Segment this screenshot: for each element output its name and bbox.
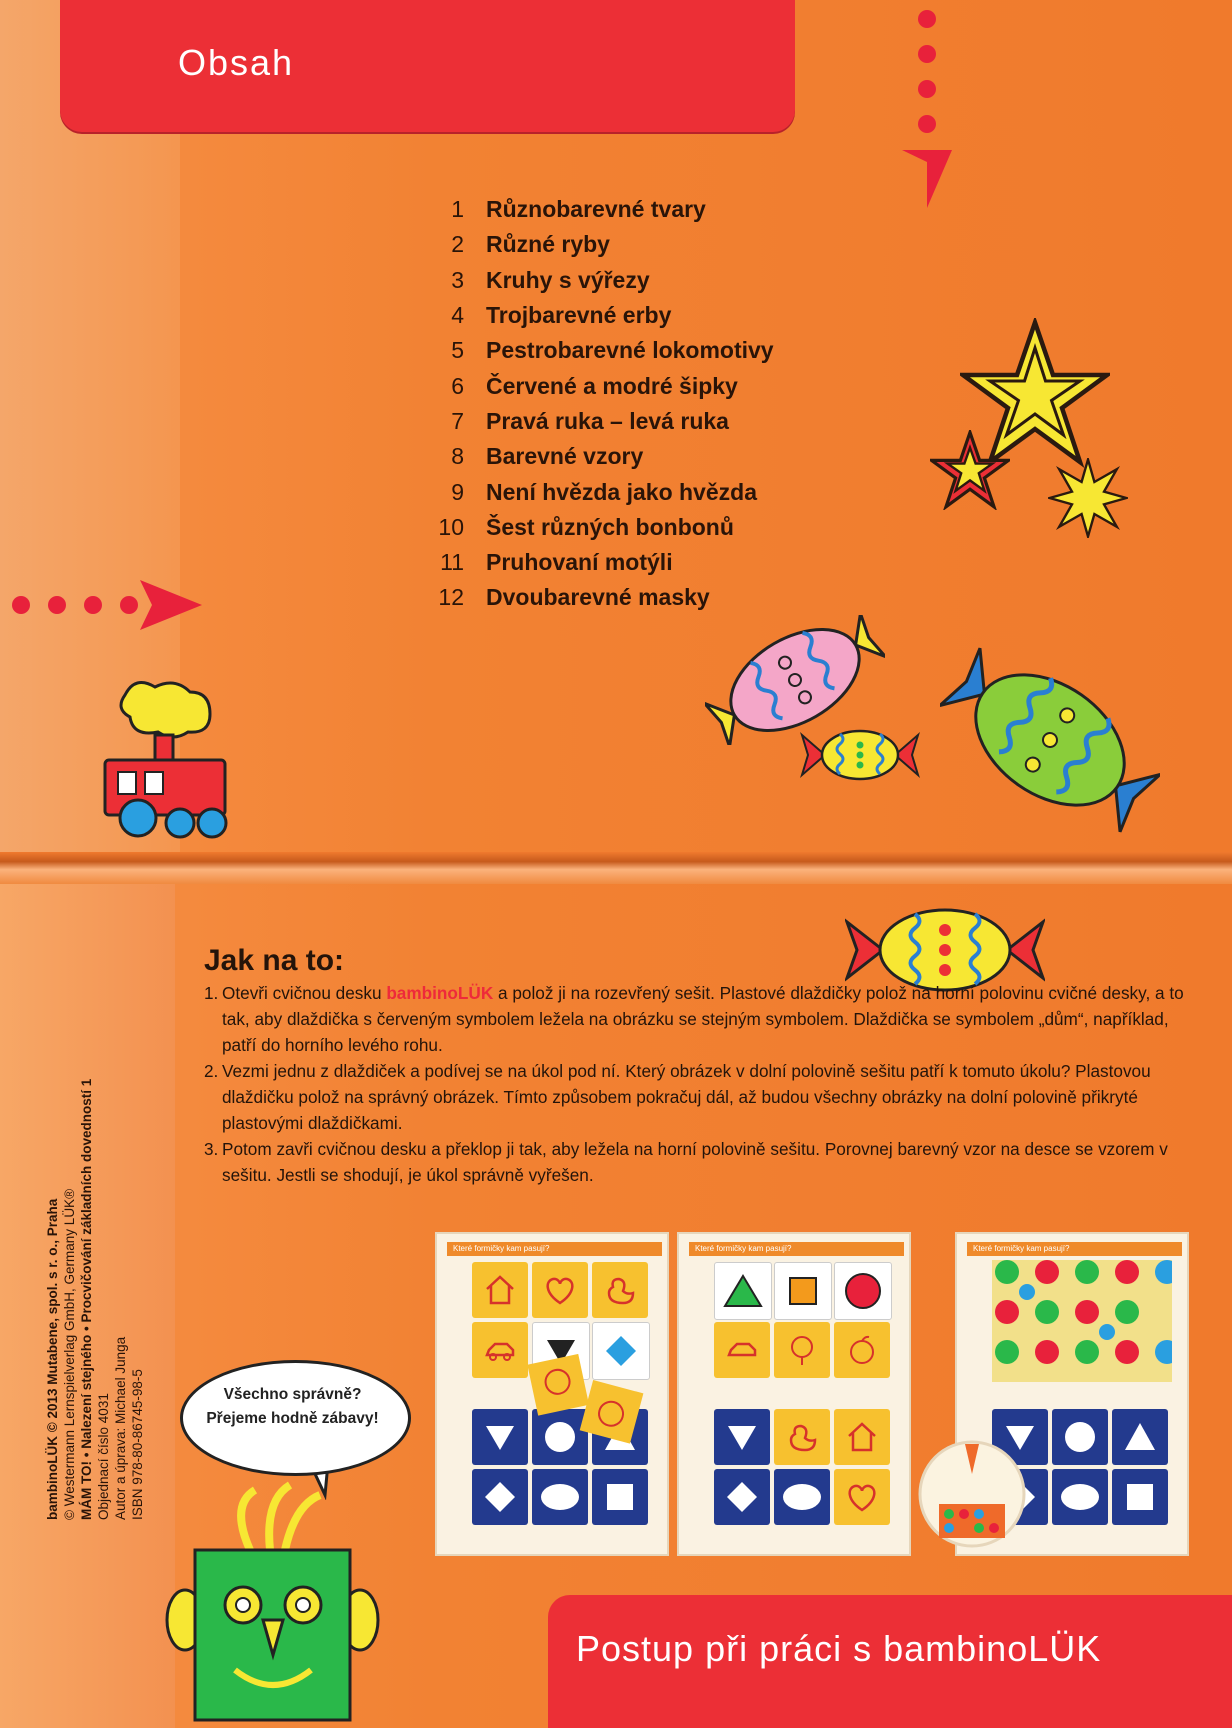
bubble-line-1: Všechno správně? — [223, 1386, 362, 1403]
step-number: 3. — [204, 1139, 219, 1159]
apple-icon — [845, 1333, 879, 1367]
publisher-credits — [44, 1000, 146, 1520]
small-candy-icon — [800, 720, 920, 790]
red-circle-icon — [844, 1272, 882, 1310]
bubble-line-2: Přejeme hodně zábavy! — [206, 1410, 379, 1427]
toc-title: Kruhy s výřezy — [486, 266, 650, 293]
circle-tile — [834, 1262, 892, 1320]
ellipse-icon — [782, 1480, 822, 1514]
contents-title: Obsah — [178, 42, 295, 83]
dotted-pattern-board — [992, 1260, 1172, 1382]
diamond-icon — [483, 1480, 517, 1514]
car-tile — [714, 1322, 770, 1378]
howto-step — [204, 980, 1189, 1058]
step-text-before: Otevři cvičnou desku — [222, 983, 387, 1003]
toc-title: Pruhovaní motýli — [486, 549, 673, 576]
square-icon — [603, 1480, 637, 1514]
footer-title: Postup při práci s bambinoLÜK — [576, 1628, 1102, 1669]
loose-tiles — [527, 1354, 647, 1444]
shape-cell — [1112, 1469, 1168, 1525]
step-number: 1. — [204, 983, 219, 1003]
brand-name: bambinoLÜK — [386, 983, 494, 1003]
house-tile — [834, 1409, 890, 1465]
toc-title: Pestrobarevné lokomotivy — [486, 337, 774, 364]
toc-title: Není hvězda jako hvězda — [486, 478, 757, 505]
panel-heading: Které formičky kam pasují? — [447, 1242, 662, 1256]
house-icon — [845, 1420, 879, 1454]
toc-number: 8 — [451, 443, 464, 470]
ellipse-icon — [1060, 1480, 1100, 1514]
heart-icon — [543, 1273, 577, 1307]
toc-item — [420, 580, 774, 615]
speech-bubble-text — [180, 1383, 405, 1431]
robot-character-icon — [165, 1480, 380, 1725]
car-icon — [725, 1333, 759, 1367]
shape-cell — [1052, 1409, 1108, 1465]
page-fold — [0, 852, 1232, 884]
shape-cell — [1112, 1409, 1168, 1465]
step-text-after: a polož ji na rozevřený sešit. Plastové dlaždičky polož na horní polovinu cvičné desky, a to tak, aby dlaždička s červeným symbolem ležela na obrázku se stejným symbolem. Dlaždička se symbolem „dům“, například, patří do horního levého rohu. — [222, 983, 1184, 1055]
example-panel-2 — [677, 1232, 911, 1556]
toc-number: 2 — [451, 231, 464, 258]
toc-title: Trojbarevné erby — [486, 302, 672, 329]
howto-step — [204, 1058, 1189, 1136]
credit-line: ISBN 978-80-86745-98-5 — [130, 1369, 145, 1520]
heart-tile — [834, 1469, 890, 1525]
step-text: Vezmi jednu z dlaždiček a podívej se na úkol pod ní. Který obrázek v dolní polovině sešitu patří k tomuto úkolu? Plastovou dlaždičku polož na správný obrázek. Tímto způsobem pokračuj dál, až budou všechny obrázky na dolní polovině přikryté plastovými dlaždičkami. — [222, 1061, 1151, 1133]
toc-title: Různé ryby — [486, 231, 610, 258]
car-icon — [483, 1333, 517, 1367]
house-icon — [483, 1273, 517, 1307]
toc-item — [420, 510, 774, 545]
panel-heading: Které formičky kam pasují? — [967, 1242, 1182, 1256]
panel-heading: Které formičky kam pasují? — [689, 1242, 904, 1256]
toc-title: Šest různých bonbonů — [486, 513, 734, 540]
shape-cell — [1052, 1469, 1108, 1525]
credit-line: bambinoLÜK © 2013 Mutabene, spol. s r. o., Praha — [45, 1198, 60, 1520]
credit-line: Objednací číslo 4031 — [96, 1393, 111, 1520]
toc-number: 1 — [451, 196, 464, 223]
toc-number: 3 — [451, 266, 464, 293]
step-text: Potom zavři cvičnou desku a překlop ji tak, aby ležela na horní polovině sešitu. Porovnej barevný vzor na desce se vzorem v sešitu. Jestli se shodují, je úkol správně vyřešen. — [222, 1139, 1168, 1185]
magnifier-circle — [917, 1434, 1027, 1554]
duck-tile — [774, 1409, 830, 1465]
toc-number: 4 — [451, 302, 464, 329]
ellipse-icon — [540, 1480, 580, 1514]
triangle-tile — [714, 1262, 772, 1320]
shape-cell — [532, 1469, 588, 1525]
toc-item — [420, 263, 774, 298]
diamond-icon — [725, 1480, 759, 1514]
house-tile — [472, 1262, 528, 1318]
apple-tile — [834, 1322, 890, 1378]
shape-cell — [592, 1469, 648, 1525]
burst-star-icon — [1048, 458, 1128, 538]
toc-item — [420, 333, 774, 368]
heart-icon — [845, 1480, 879, 1514]
circle-icon — [1063, 1420, 1097, 1454]
duck-icon — [785, 1420, 819, 1454]
large-green-candy-icon — [940, 645, 1160, 835]
small-red-star-icon — [930, 430, 1010, 510]
toc-item — [420, 474, 774, 509]
contents-header — [60, 0, 795, 132]
toc-number: 5 — [451, 337, 464, 364]
credit-line: Autor a úprava: Michael Junga — [113, 1336, 128, 1520]
credit-line: MÁM TO! • Nalezení stejného • Procvičování základních dovedností 1 — [79, 1078, 94, 1520]
example-panel-1 — [435, 1232, 669, 1556]
down-triangle-icon — [483, 1420, 517, 1454]
howto-steps — [204, 980, 1189, 1188]
toc-item — [420, 227, 774, 262]
duck-icon — [603, 1273, 637, 1307]
toc-item — [420, 192, 774, 227]
toc-number: 6 — [451, 372, 464, 399]
toc-title: Dvoubarevné masky — [486, 584, 710, 611]
green-triangle-icon — [723, 1273, 763, 1309]
shape-cell — [472, 1469, 528, 1525]
table-of-contents — [420, 192, 774, 616]
toc-title: Pravá ruka – levá ruka — [486, 407, 729, 434]
flower-tile — [774, 1322, 830, 1378]
toc-title: Barevné vzory — [486, 443, 644, 470]
shape-cell — [472, 1409, 528, 1465]
toc-number: 9 — [451, 478, 464, 505]
toc-number: 7 — [451, 407, 464, 434]
shape-cell — [774, 1469, 830, 1525]
shape-cell — [714, 1409, 770, 1465]
square-tile — [774, 1262, 832, 1320]
down-triangle-icon — [725, 1420, 759, 1454]
toc-title: Červené a modré šipky — [486, 372, 738, 399]
toc-number: 12 — [438, 584, 464, 611]
howto-title: Jak na to: — [204, 944, 345, 977]
flower-icon — [785, 1333, 819, 1367]
train-icon — [100, 675, 235, 840]
toc-item — [420, 298, 774, 333]
bottom-shape-grid — [714, 1409, 890, 1525]
toc-item — [420, 545, 774, 580]
toc-number: 11 — [440, 549, 464, 576]
credit-line: © Westermann Lernspielverlag GmbH, Germany LÜK® — [62, 1188, 77, 1520]
example-panel-3 — [955, 1232, 1189, 1556]
toc-item — [420, 404, 774, 439]
top-tile-grid — [714, 1262, 890, 1378]
step-number: 2. — [204, 1061, 219, 1081]
car-tile — [472, 1322, 528, 1378]
orange-square-icon — [786, 1274, 820, 1308]
howto-step — [204, 1136, 1189, 1188]
triangle-icon — [1123, 1420, 1157, 1454]
down-arrow-icon — [902, 150, 952, 210]
toc-item — [420, 439, 774, 474]
heart-tile — [532, 1262, 588, 1318]
shape-cell — [714, 1469, 770, 1525]
right-arrow-icon — [140, 580, 205, 630]
toc-item — [420, 368, 774, 403]
toc-number: 10 — [438, 513, 464, 540]
toc-title: Různobarevné tvary — [486, 196, 706, 223]
duck-tile — [592, 1262, 648, 1318]
square-icon — [1123, 1480, 1157, 1514]
